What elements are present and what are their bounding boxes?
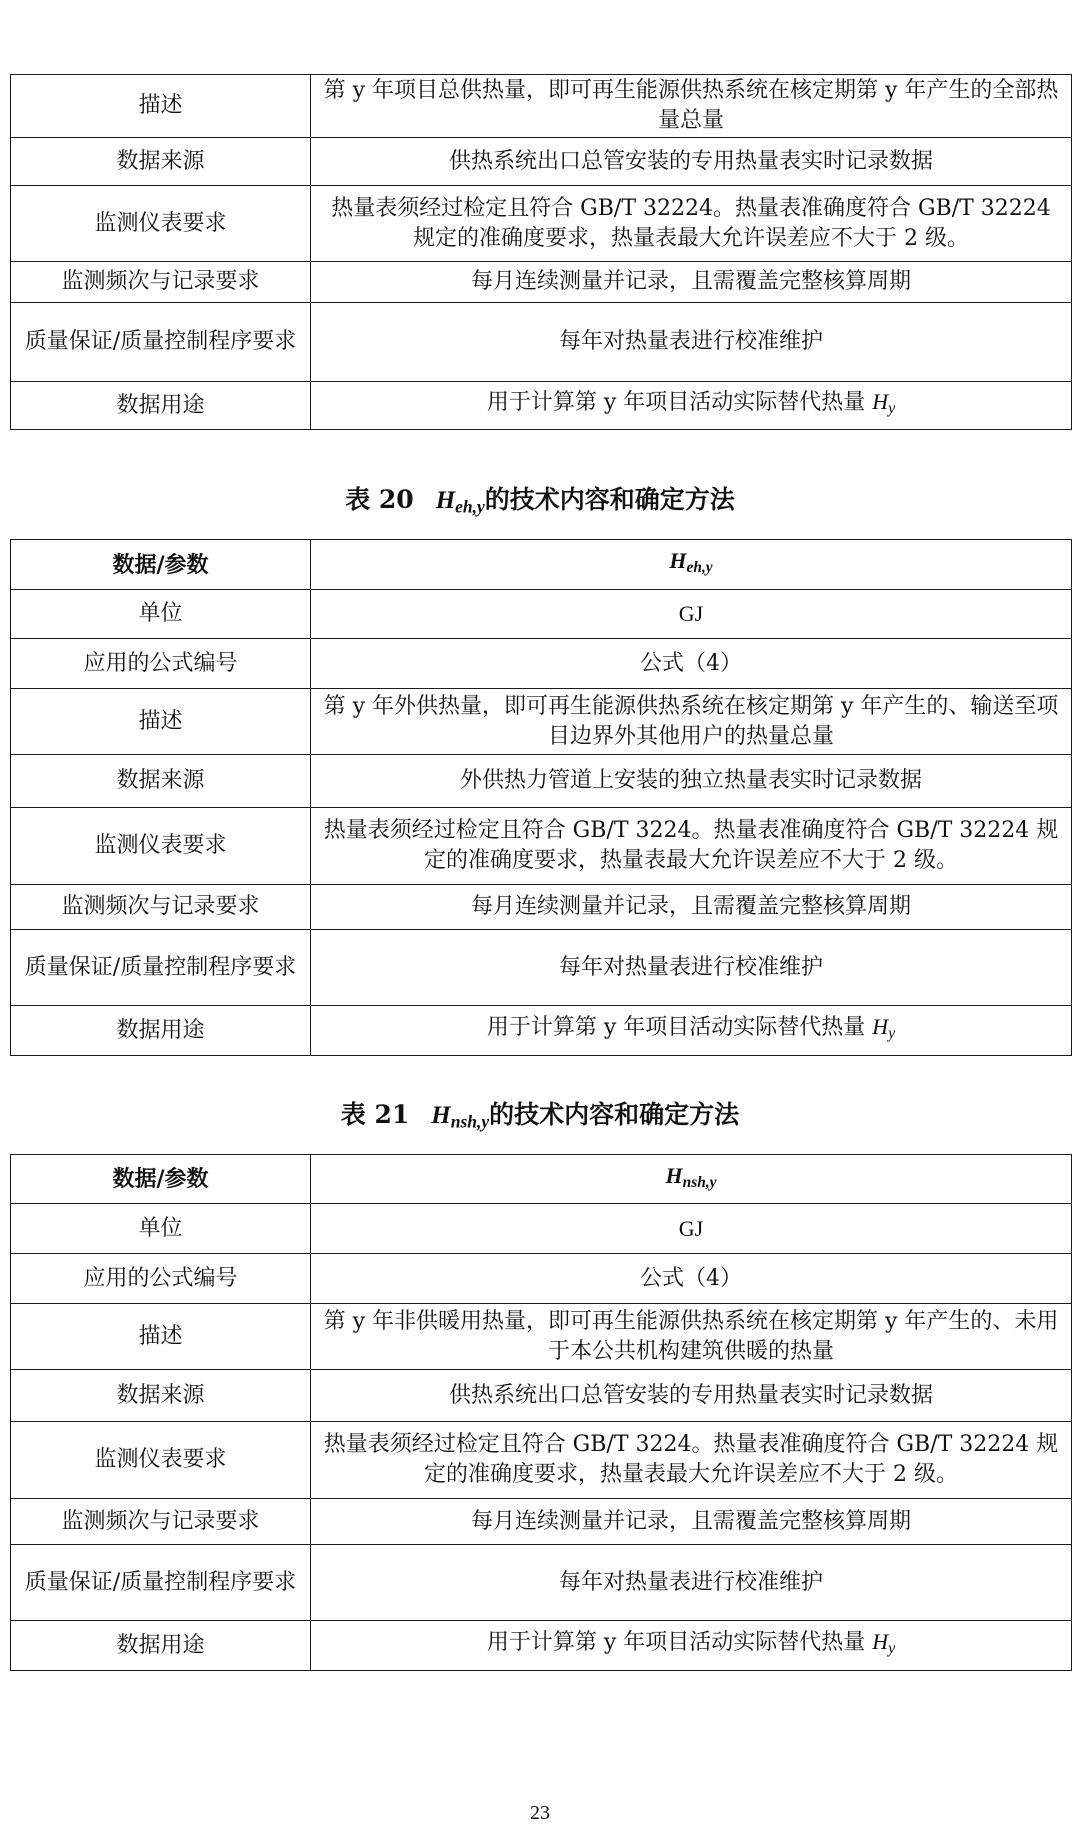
caption-symbol: $H_{nsh,y}$ xyxy=(431,1102,490,1132)
row-value: 用于计算第 y 年项目活动实际替代热量 $H_y$ xyxy=(311,1621,1072,1671)
symbol-h: $H_y$ xyxy=(872,1629,896,1657)
table-row xyxy=(11,262,1072,303)
table-row xyxy=(11,689,1072,755)
row-label: 描述 xyxy=(11,75,311,138)
row-label: 单位 xyxy=(11,1204,311,1254)
table-21 xyxy=(10,1154,1072,1671)
row-label: 描述 xyxy=(11,689,311,755)
row-value: 第 y 年非供暖用热量，即可再生能源供热系统在核定期第 y 年产生的、未用于本公共机构建筑供暖的热量 xyxy=(311,1304,1072,1370)
table-row xyxy=(11,930,1072,1006)
header-label: 数据/参数 xyxy=(11,540,311,590)
row-label: 质量保证/质量控制程序要求 xyxy=(11,303,311,382)
row-label: 监测频次与记录要求 xyxy=(11,885,311,930)
row-label: 质量保证/质量控制程序要求 xyxy=(11,1545,311,1621)
row-value: 公式（4） xyxy=(311,1254,1072,1304)
row-label: 监测频次与记录要求 xyxy=(11,262,311,303)
row-label: 单位 xyxy=(11,590,311,639)
table-row xyxy=(11,1254,1072,1304)
row-value: 每月连续测量并记录，且需覆盖完整核算周期 xyxy=(311,1499,1072,1545)
table-row xyxy=(11,1499,1072,1545)
row-value: GJ xyxy=(311,1204,1072,1254)
row-label: 描述 xyxy=(11,1304,311,1370)
table-row xyxy=(11,186,1072,262)
header-symbol: $H_{eh,y}$ xyxy=(669,548,713,576)
table-header-row xyxy=(11,1155,1072,1204)
table-row xyxy=(11,1370,1072,1422)
header-label: 数据/参数 xyxy=(11,1155,311,1204)
row-label: 数据来源 xyxy=(11,138,311,186)
row-label: 数据来源 xyxy=(11,1370,311,1422)
row-value: 供热系统出口总管安装的专用热量表实时记录数据 xyxy=(311,138,1072,186)
header-value xyxy=(311,540,1072,590)
row-value: 用于计算第 y 年项目活动实际替代热量 $H_y$ xyxy=(311,382,1072,430)
table-row xyxy=(11,639,1072,689)
table-row xyxy=(11,1006,1072,1056)
table-row xyxy=(11,1545,1072,1621)
table-row xyxy=(11,590,1072,639)
table-row xyxy=(11,303,1072,382)
table-row xyxy=(11,75,1072,138)
row-label: 数据用途 xyxy=(11,382,311,430)
header-value xyxy=(311,1155,1072,1204)
row-value: 公式（4） xyxy=(311,639,1072,689)
row-value: 每年对热量表进行校准维护 xyxy=(311,303,1072,382)
row-value: 每年对热量表进行校准维护 xyxy=(311,1545,1072,1621)
row-value: 热量表须经过检定且符合 GB/T 32224。热量表准确度符合 GB/T 32224 规定的准确度要求，热量表最大允许误差应不大于 2 级。 xyxy=(311,186,1072,262)
row-label: 监测频次与记录要求 xyxy=(11,1499,311,1545)
table-row xyxy=(11,1621,1072,1671)
row-label: 监测仪表要求 xyxy=(11,808,311,885)
header-symbol: $H_{nsh,y}$ xyxy=(665,1162,717,1191)
row-value: 热量表须经过检定且符合 GB/T 3224。热量表准确度符合 GB/T 32224 规定的准确度要求，热量表最大允许误差应不大于 2 级。 xyxy=(311,808,1072,885)
caption-symbol: $H_{eh,y}$ xyxy=(435,487,485,517)
table-header-row xyxy=(11,540,1072,590)
table-20 xyxy=(10,539,1072,1056)
row-value: 热量表须经过检定且符合 GB/T 3224。热量表准确度符合 GB/T 32224 规定的准确度要求，热量表最大允许误差应不大于 2 级。 xyxy=(311,1422,1072,1499)
row-value: 第 y 年项目总供热量，即可再生能源供热系统在核定期第 y 年产生的全部热量总量 xyxy=(311,75,1072,138)
row-value: 每月连续测量并记录，且需覆盖完整核算周期 xyxy=(311,262,1072,303)
row-label: 数据用途 xyxy=(11,1621,311,1671)
row-label: 数据用途 xyxy=(11,1006,311,1056)
page-number: 23 xyxy=(530,1802,550,1824)
row-label: 数据来源 xyxy=(11,755,311,808)
table-row xyxy=(11,138,1072,186)
table-row xyxy=(11,1422,1072,1499)
row-label: 质量保证/质量控制程序要求 xyxy=(11,930,311,1006)
symbol-h: $H_y$ xyxy=(872,389,896,417)
row-label: 监测仪表要求 xyxy=(11,186,311,262)
row-label: 应用的公式编号 xyxy=(11,639,311,689)
table-19-continued xyxy=(10,74,1072,430)
row-value: 第 y 年外供热量，即可再生能源供热系统在核定期第 y 年产生的、输送至项目边界外其他用户的热量总量 xyxy=(311,689,1072,755)
table-row xyxy=(11,808,1072,885)
row-value: 外供热力管道上安装的独立热量表实时记录数据 xyxy=(311,755,1072,808)
row-value: 用于计算第 y 年项目活动实际替代热量 $H_y$ xyxy=(311,1006,1072,1056)
row-label: 监测仪表要求 xyxy=(11,1422,311,1499)
row-value: 每月连续测量并记录，且需覆盖完整核算周期 xyxy=(311,885,1072,930)
row-label: 应用的公式编号 xyxy=(11,1254,311,1304)
table-row xyxy=(11,755,1072,808)
table-row xyxy=(11,1204,1072,1254)
row-value: GJ xyxy=(311,590,1072,639)
symbol-h: $H_y$ xyxy=(872,1014,896,1042)
table-20-caption: 表 20 $H_{eh,y}$的技术内容和确定方法 xyxy=(345,485,735,517)
table-row xyxy=(11,382,1072,430)
row-value: 每年对热量表进行校准维护 xyxy=(311,930,1072,1006)
table-row xyxy=(11,885,1072,930)
table-21-caption: 表 21 $H_{nsh,y}$的技术内容和确定方法 xyxy=(340,1100,740,1132)
table-row xyxy=(11,1304,1072,1370)
row-value: 供热系统出口总管安装的专用热量表实时记录数据 xyxy=(311,1370,1072,1422)
